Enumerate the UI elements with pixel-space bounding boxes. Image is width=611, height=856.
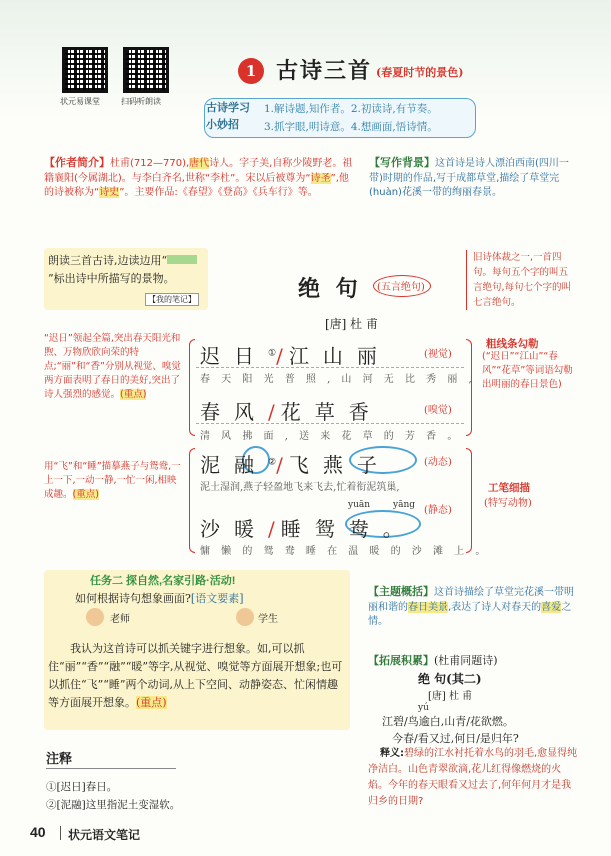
theme-summary: 【主题概括】这首诗描绘了草堂完花溪一带明丽和谐的春日美景,表达了诗人对春天的喜爱之情。 bbox=[368, 586, 574, 627]
pinyin-yuan: yuān bbox=[348, 500, 371, 510]
right-note-2-title: 工笔细描 bbox=[488, 482, 530, 494]
poem-line-1: 迟日①/江山丽 bbox=[200, 344, 391, 368]
sense-visual: (视觉) bbox=[424, 349, 452, 360]
bracket-left-1 bbox=[189, 339, 195, 436]
notes-divider bbox=[46, 768, 176, 769]
bracket-right-1 bbox=[466, 339, 472, 436]
extend-explanation: 释义:碧绿的江水衬托着水鸟的羽毛,愈显得纯净洁白。山色青翠欲滴,花儿红得像燃烧的火焰。今年的春天眼看又过去了,何年何月才是我归乡的日期? bbox=[368, 748, 578, 807]
extend-author: [唐] 杜 甫 bbox=[428, 691, 473, 702]
bracket-left-2 bbox=[189, 448, 195, 553]
lesson-title: 古诗三首 bbox=[276, 58, 373, 84]
extend-pinyin: yú bbox=[418, 703, 429, 713]
poem-line-2: 春风/花草香 bbox=[200, 400, 383, 424]
lesson-number: 1 bbox=[238, 58, 264, 84]
green-highlight-sample bbox=[167, 255, 197, 264]
extend-header: 【拓展积累】(杜甫同题诗) bbox=[368, 654, 498, 667]
sense-smell: (嗅觉) bbox=[424, 405, 452, 416]
student-avatar bbox=[236, 608, 254, 626]
translation-3: 泥土湿润,燕子轻盈地飞来飞去,忙着衔泥筑巢, bbox=[200, 482, 400, 493]
tag-dynamic: (动态) bbox=[424, 457, 452, 468]
note-2: ②[泥融]这里指泥土变湿软。 bbox=[46, 799, 181, 811]
jueju-definition-note: 旧诗体裁之一,一首四句。每句五个字的叫五言绝句,每句七个字的叫七言绝句。 bbox=[466, 250, 574, 310]
poem-line-2-guide bbox=[196, 394, 464, 424]
lesson-subtitle: (春夏时节的景色) bbox=[376, 66, 464, 79]
right-note-2: (特写动物) bbox=[484, 498, 532, 509]
qr-caption-left: 状元易课堂 bbox=[60, 97, 100, 106]
study-tips-label: 古诗学习 小妙招 bbox=[206, 102, 250, 131]
task2-title: 任务二 探自然,名家引路·活动! bbox=[90, 575, 236, 587]
study-tips-line1: 1.解诗题,知作者。2.初读诗,有节奏。 bbox=[264, 103, 438, 115]
task2-question: 如何根据诗句想象画面?[语文要素] bbox=[75, 592, 244, 605]
pinyin-yang: yāng bbox=[393, 500, 416, 510]
left-note-2: 用“飞”和“睡”描摹燕子与鸳鸯,一上一下,一动一静,一忙一闲,相映成趣。(重点) bbox=[44, 461, 181, 500]
right-note-1-title: 粗线条勾勒 bbox=[486, 338, 539, 350]
task2-answer: 我认为这首诗可以抓关键字进行想象。如,可以抓住“丽”“香”“融”“暖”等字,从视觉、嗅觉等方面展开想象;也可以抓住“飞”“睡”两个动词,从上下空间、动静姿态、忙闲情趣等方面展开想象。(重点) bbox=[48, 642, 343, 709]
right-note-1: (“迟日”“江山”“春风”“花草”等词语勾勒出明丽的春日景色) bbox=[482, 351, 573, 390]
author-intro: 【作者简介】杜甫(712—770),唐代诗人。字子美,自称少陵野老。祖籍襄阳(今属湖北)。与李白齐名,世称“李杜”。宋以后被尊为“诗圣”,他的诗被称为“诗史”。主要作品:《春望》《登高》《兵车行》等。 bbox=[44, 157, 353, 198]
my-notes-label: 【我的笔记】 bbox=[145, 293, 199, 306]
qr-caption-right: 扫码听朗读 bbox=[121, 97, 161, 106]
extend-line-2: 今春/看又过,何日/是归年? bbox=[392, 732, 519, 745]
poem-line-3: 泥融②/飞燕子 bbox=[200, 453, 391, 477]
poem-form: (五言绝句) bbox=[377, 282, 425, 293]
teacher-avatar bbox=[86, 608, 104, 626]
teacher-label: 老师 bbox=[110, 614, 130, 625]
reading-task-text: 朗读三首古诗,边读边用“”标出诗中所描写的景物。 bbox=[48, 252, 204, 288]
notes-heading: 注释 bbox=[46, 751, 73, 766]
author-label: 【作者简介】 bbox=[44, 157, 110, 169]
bracket-right-2 bbox=[466, 448, 472, 553]
poem-title: 绝 句 bbox=[298, 276, 362, 302]
extend-line-1: 江碧/鸟逾白,山青/花欲燃。 bbox=[382, 715, 514, 728]
poem-author: [唐] 杜 甫 bbox=[325, 317, 378, 331]
page-number: 40 bbox=[30, 824, 46, 840]
writing-background: 【写作背景】这首诗是诗人漂泊西南(四川一带)时期的作品,写于成都草堂,描绘了草堂完(huàn)花溪一带的绚丽春景。 bbox=[369, 157, 569, 198]
left-note-1: “迟日”领起全篇,突出春天阳光和煦、万物欣欣向荣的特点;“丽”和“香”分别从视觉、嗅觉两方面表明了春日的美好,突出了诗人强烈的感觉。(重点) bbox=[44, 333, 181, 400]
extend-title: 绝 句(其二) bbox=[418, 672, 482, 686]
qr-code-left[interactable] bbox=[62, 47, 108, 93]
book-title: 状元语文笔记 bbox=[68, 828, 141, 842]
poem-line-1-guide bbox=[196, 338, 464, 368]
study-tips-line2: 3.抓字眼,明诗意。4.想画面,悟诗情。 bbox=[264, 121, 438, 133]
note-1: ①[迟日]春日。 bbox=[46, 781, 118, 793]
translation-1: 春 天 阳 光 普 照 , 山 河 无 比 秀 丽 , bbox=[200, 374, 476, 385]
translation-4: 慵 懒 的 鸳 鸯 睡 在 温 暖 的 沙 滩 上 。 bbox=[200, 546, 490, 557]
translation-2: 清 风 拂 面 , 送 来 花 草 的 芳 香 。 bbox=[200, 431, 462, 442]
poem-line-4: 沙暖/睡鸳鸯。 bbox=[200, 517, 417, 541]
qr-code-right[interactable] bbox=[123, 47, 169, 93]
footer-divider bbox=[60, 826, 61, 840]
student-label: 学生 bbox=[258, 614, 278, 625]
tag-static: (静态) bbox=[424, 505, 452, 516]
